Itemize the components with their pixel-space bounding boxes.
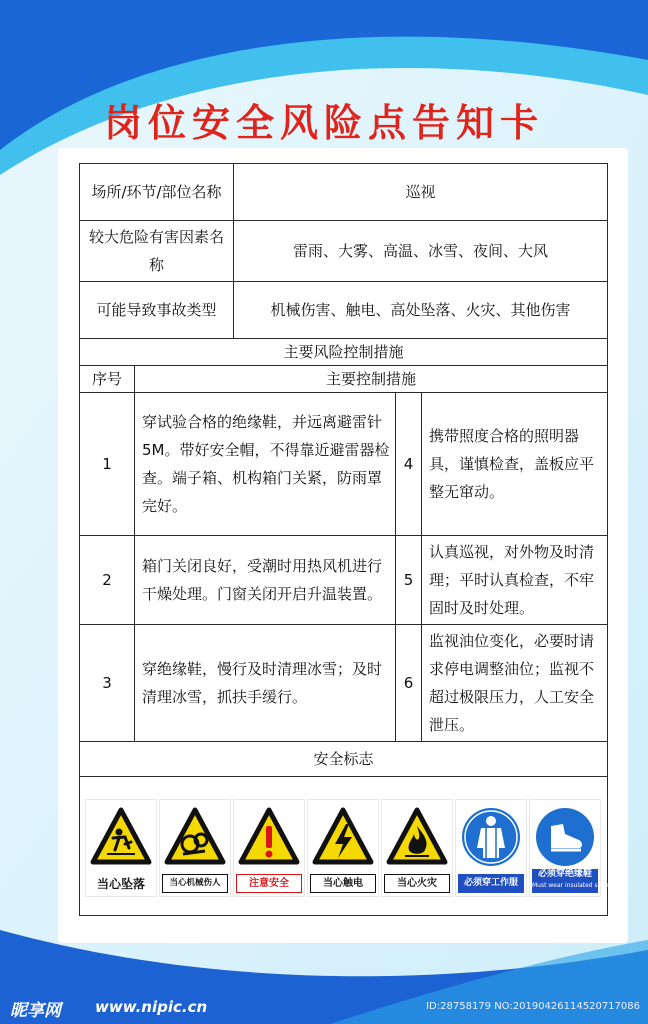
- sign-fire: [381, 799, 453, 897]
- sign-label-cn: 必须穿绝缘鞋: [537, 869, 592, 879]
- sign-caution: [233, 799, 305, 897]
- measure-row: [80, 393, 608, 536]
- sign-label: [532, 869, 612, 893]
- fire-warning-icon: [385, 804, 449, 870]
- info-value: 巡视: [234, 164, 608, 221]
- info-value: 雷雨、大雾、高温、冰雪、夜间、大风: [234, 221, 608, 282]
- measure-text: 监视油位变化，必要时请求停电调整油位；监视不超过极限压力，人工安全泄压。: [422, 625, 608, 742]
- measure-number: 3: [80, 625, 135, 742]
- insulated-shoes-mandatory-icon: [533, 804, 597, 870]
- signs-title: 安全标志: [80, 742, 608, 777]
- info-value: 机械伤害、触电、高处坠落、火灾、其他伤害: [234, 282, 608, 339]
- electric-shock-warning-icon: [311, 804, 375, 870]
- measure-text: 箱门关闭良好，受潮时用热风机进行干燥处理。门窗关闭开启升温装置。: [135, 536, 396, 625]
- machinery-warning-icon: [163, 804, 227, 870]
- measure-text: 穿绝缘鞋，慢行及时清理冰雪；及时清理冰雪，抓扶手缓行。: [135, 625, 396, 742]
- measure-number: 4: [396, 393, 422, 536]
- measure-number: 6: [396, 625, 422, 742]
- fall-warning-icon: [89, 804, 153, 870]
- info-label: 场所/环节/部位名称: [80, 164, 234, 221]
- measure-text: 穿试验合格的绝缘鞋，并远离避雷针5M。带好安全帽，不得靠近避雷器检查。端子箱、机构箱门关紧，防雨罩完好。: [135, 393, 396, 536]
- info-label: 较大危险有害因素名称: [80, 221, 234, 282]
- sign-label: 必须穿工作服: [458, 874, 524, 893]
- signs-strip: [80, 777, 612, 915]
- sign-label: 当心机械伤人: [162, 874, 228, 893]
- measure-number: 5: [396, 536, 422, 625]
- sign-electric: [307, 799, 379, 897]
- section-title: 主要风险控制措施: [80, 339, 608, 366]
- info-row: [80, 221, 608, 282]
- work-clothes-mandatory-icon: [459, 804, 523, 870]
- sign-machinery: [159, 799, 231, 897]
- measure-number: 1: [80, 393, 135, 536]
- sign-label: 当心触电: [310, 874, 376, 893]
- measure-text: 携带照度合格的照明器具，谨慎检查，盖板应平整无窜动。: [422, 393, 608, 536]
- risk-table: [79, 163, 612, 916]
- measure-text: 认真巡视，对外物及时清理；平时认真检查，不牢固时及时处理。: [422, 536, 608, 625]
- info-row: [80, 164, 608, 221]
- sign-label: 注意安全: [236, 874, 302, 893]
- caution-warning-icon: [237, 804, 301, 870]
- info-label: 可能导致事故类型: [80, 282, 234, 339]
- watermark-logo: 昵享网: [10, 1001, 61, 1021]
- measure-number: 2: [80, 536, 135, 625]
- watermark-id: ID:28758179 NO:20190426114520717086: [426, 1001, 640, 1012]
- measure-row: [80, 536, 608, 625]
- column-header-measures: 主要控制措施: [135, 366, 608, 393]
- sign-work-clothes: [455, 799, 527, 897]
- sign-insulated-shoes: [529, 799, 612, 897]
- column-header-no: 序号: [80, 366, 135, 393]
- sign-label: 当心火灾: [384, 874, 450, 893]
- sign-label-en: Must wear insulated shoes: [532, 882, 612, 889]
- info-row: [80, 282, 608, 339]
- watermark-url: www.nipic.cn: [95, 998, 208, 1016]
- sign-label: 当心坠落: [96, 877, 145, 891]
- page-title: 岗位安全风险点告知卡: [103, 100, 544, 145]
- measure-row: [80, 625, 608, 742]
- signs-cell: [80, 777, 612, 916]
- sign-fall: [85, 799, 157, 897]
